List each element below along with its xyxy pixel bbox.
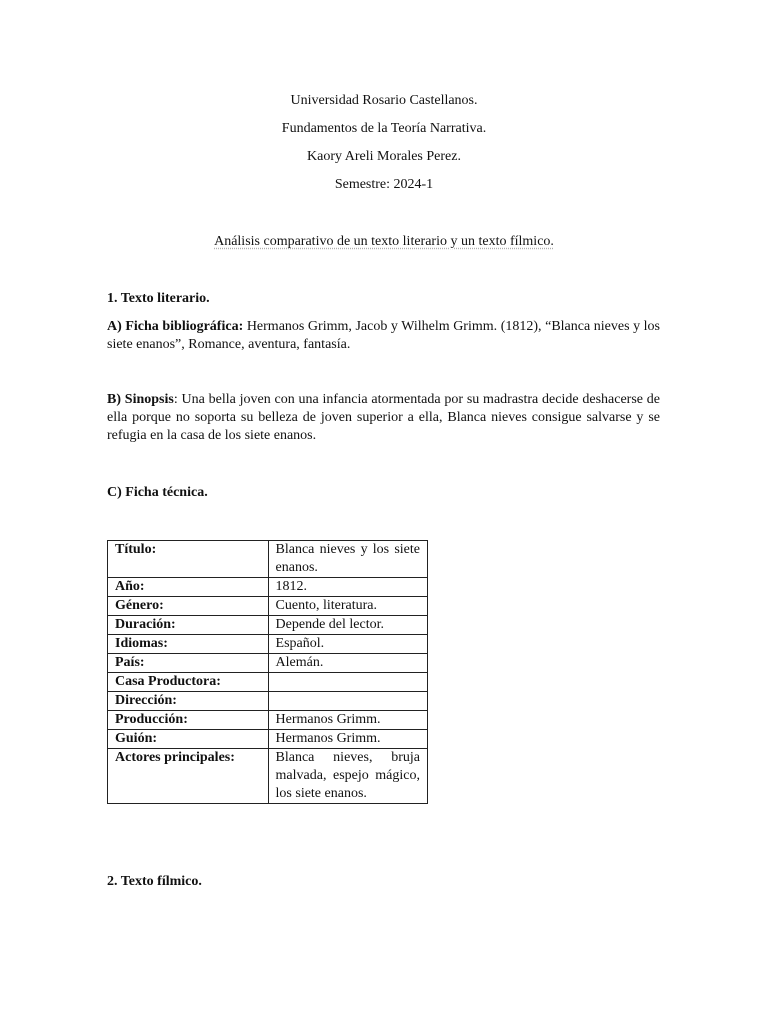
row-value: Cuento, literatura. bbox=[268, 597, 427, 616]
row-value bbox=[268, 692, 427, 711]
row-value: Blanca nieves y los siete enanos. bbox=[268, 541, 427, 578]
table-row bbox=[108, 692, 428, 711]
row-label: Idiomas: bbox=[108, 635, 269, 654]
ficha-bibliografica-label: A) Ficha bibliográfica: bbox=[107, 319, 244, 334]
table-row bbox=[108, 578, 428, 597]
row-label: Producción: bbox=[108, 711, 269, 730]
university-name: Universidad Rosario Castellanos. bbox=[290, 93, 478, 108]
ficha-tecnica-table bbox=[107, 540, 428, 804]
sinopsis-text: : Una bella joven con una infancia atormentada por su madrastra decide deshacerse de ella porque no soporta su belleza de joven superior a ella, Blanca nieves consigue salvarse y se refugia en la casa de los siete enanos. bbox=[107, 392, 660, 443]
row-value: Hermanos Grimm. bbox=[268, 730, 427, 749]
row-label: Género: bbox=[108, 597, 269, 616]
document-title bbox=[0, 233, 768, 251]
author-name: Kaory Areli Morales Perez. bbox=[307, 149, 461, 164]
row-label: Dirección: bbox=[108, 692, 269, 711]
row-value: Alemán. bbox=[268, 654, 427, 673]
sinopsis-label: B) Sinopsis bbox=[107, 392, 174, 407]
table-row bbox=[108, 654, 428, 673]
row-value: Blanca nieves, bruja malvada, espejo mágico, los siete enanos. bbox=[268, 749, 427, 804]
table-row bbox=[108, 711, 428, 730]
course-name: Fundamentos de la Teoría Narrativa. bbox=[281, 121, 487, 136]
row-label: Duración: bbox=[108, 616, 269, 635]
document-title-text: Análisis comparativo de un texto literario y un texto fílmico. bbox=[214, 234, 554, 249]
table-row bbox=[108, 616, 428, 635]
table-row bbox=[108, 635, 428, 654]
row-value: Español. bbox=[268, 635, 427, 654]
table-row bbox=[108, 597, 428, 616]
section-heading-texto-literario: 1. Texto literario. bbox=[107, 291, 210, 306]
sinopsis-paragraph bbox=[107, 391, 660, 445]
row-label: Casa Productora: bbox=[108, 673, 269, 692]
table-row bbox=[108, 673, 428, 692]
row-value bbox=[268, 673, 427, 692]
row-label: Actores principales: bbox=[108, 749, 269, 804]
row-label: Año: bbox=[108, 578, 269, 597]
row-label: Guión: bbox=[108, 730, 269, 749]
table-row bbox=[108, 541, 428, 578]
section-heading-texto-filmico: 2. Texto fílmico. bbox=[107, 874, 202, 889]
row-value: Hermanos Grimm. bbox=[268, 711, 427, 730]
table-row bbox=[108, 730, 428, 749]
row-value: 1812. bbox=[268, 578, 427, 597]
row-value: Depende del lector. bbox=[268, 616, 427, 635]
ficha-bibliografica-paragraph bbox=[107, 318, 660, 354]
row-label: Título: bbox=[108, 541, 269, 578]
row-label: País: bbox=[108, 654, 269, 673]
table-row bbox=[108, 749, 428, 804]
semester-label: Semestre: 2024-1 bbox=[334, 177, 434, 192]
ficha-tecnica-heading: C) Ficha técnica. bbox=[107, 485, 208, 500]
ficha-bibliografica-text: Hermanos Grimm, Jacob y Wilhelm Grimm. (1812), “Blanca nieves y los siete enanos”, Romance, aventura, fantasía. bbox=[107, 319, 660, 352]
